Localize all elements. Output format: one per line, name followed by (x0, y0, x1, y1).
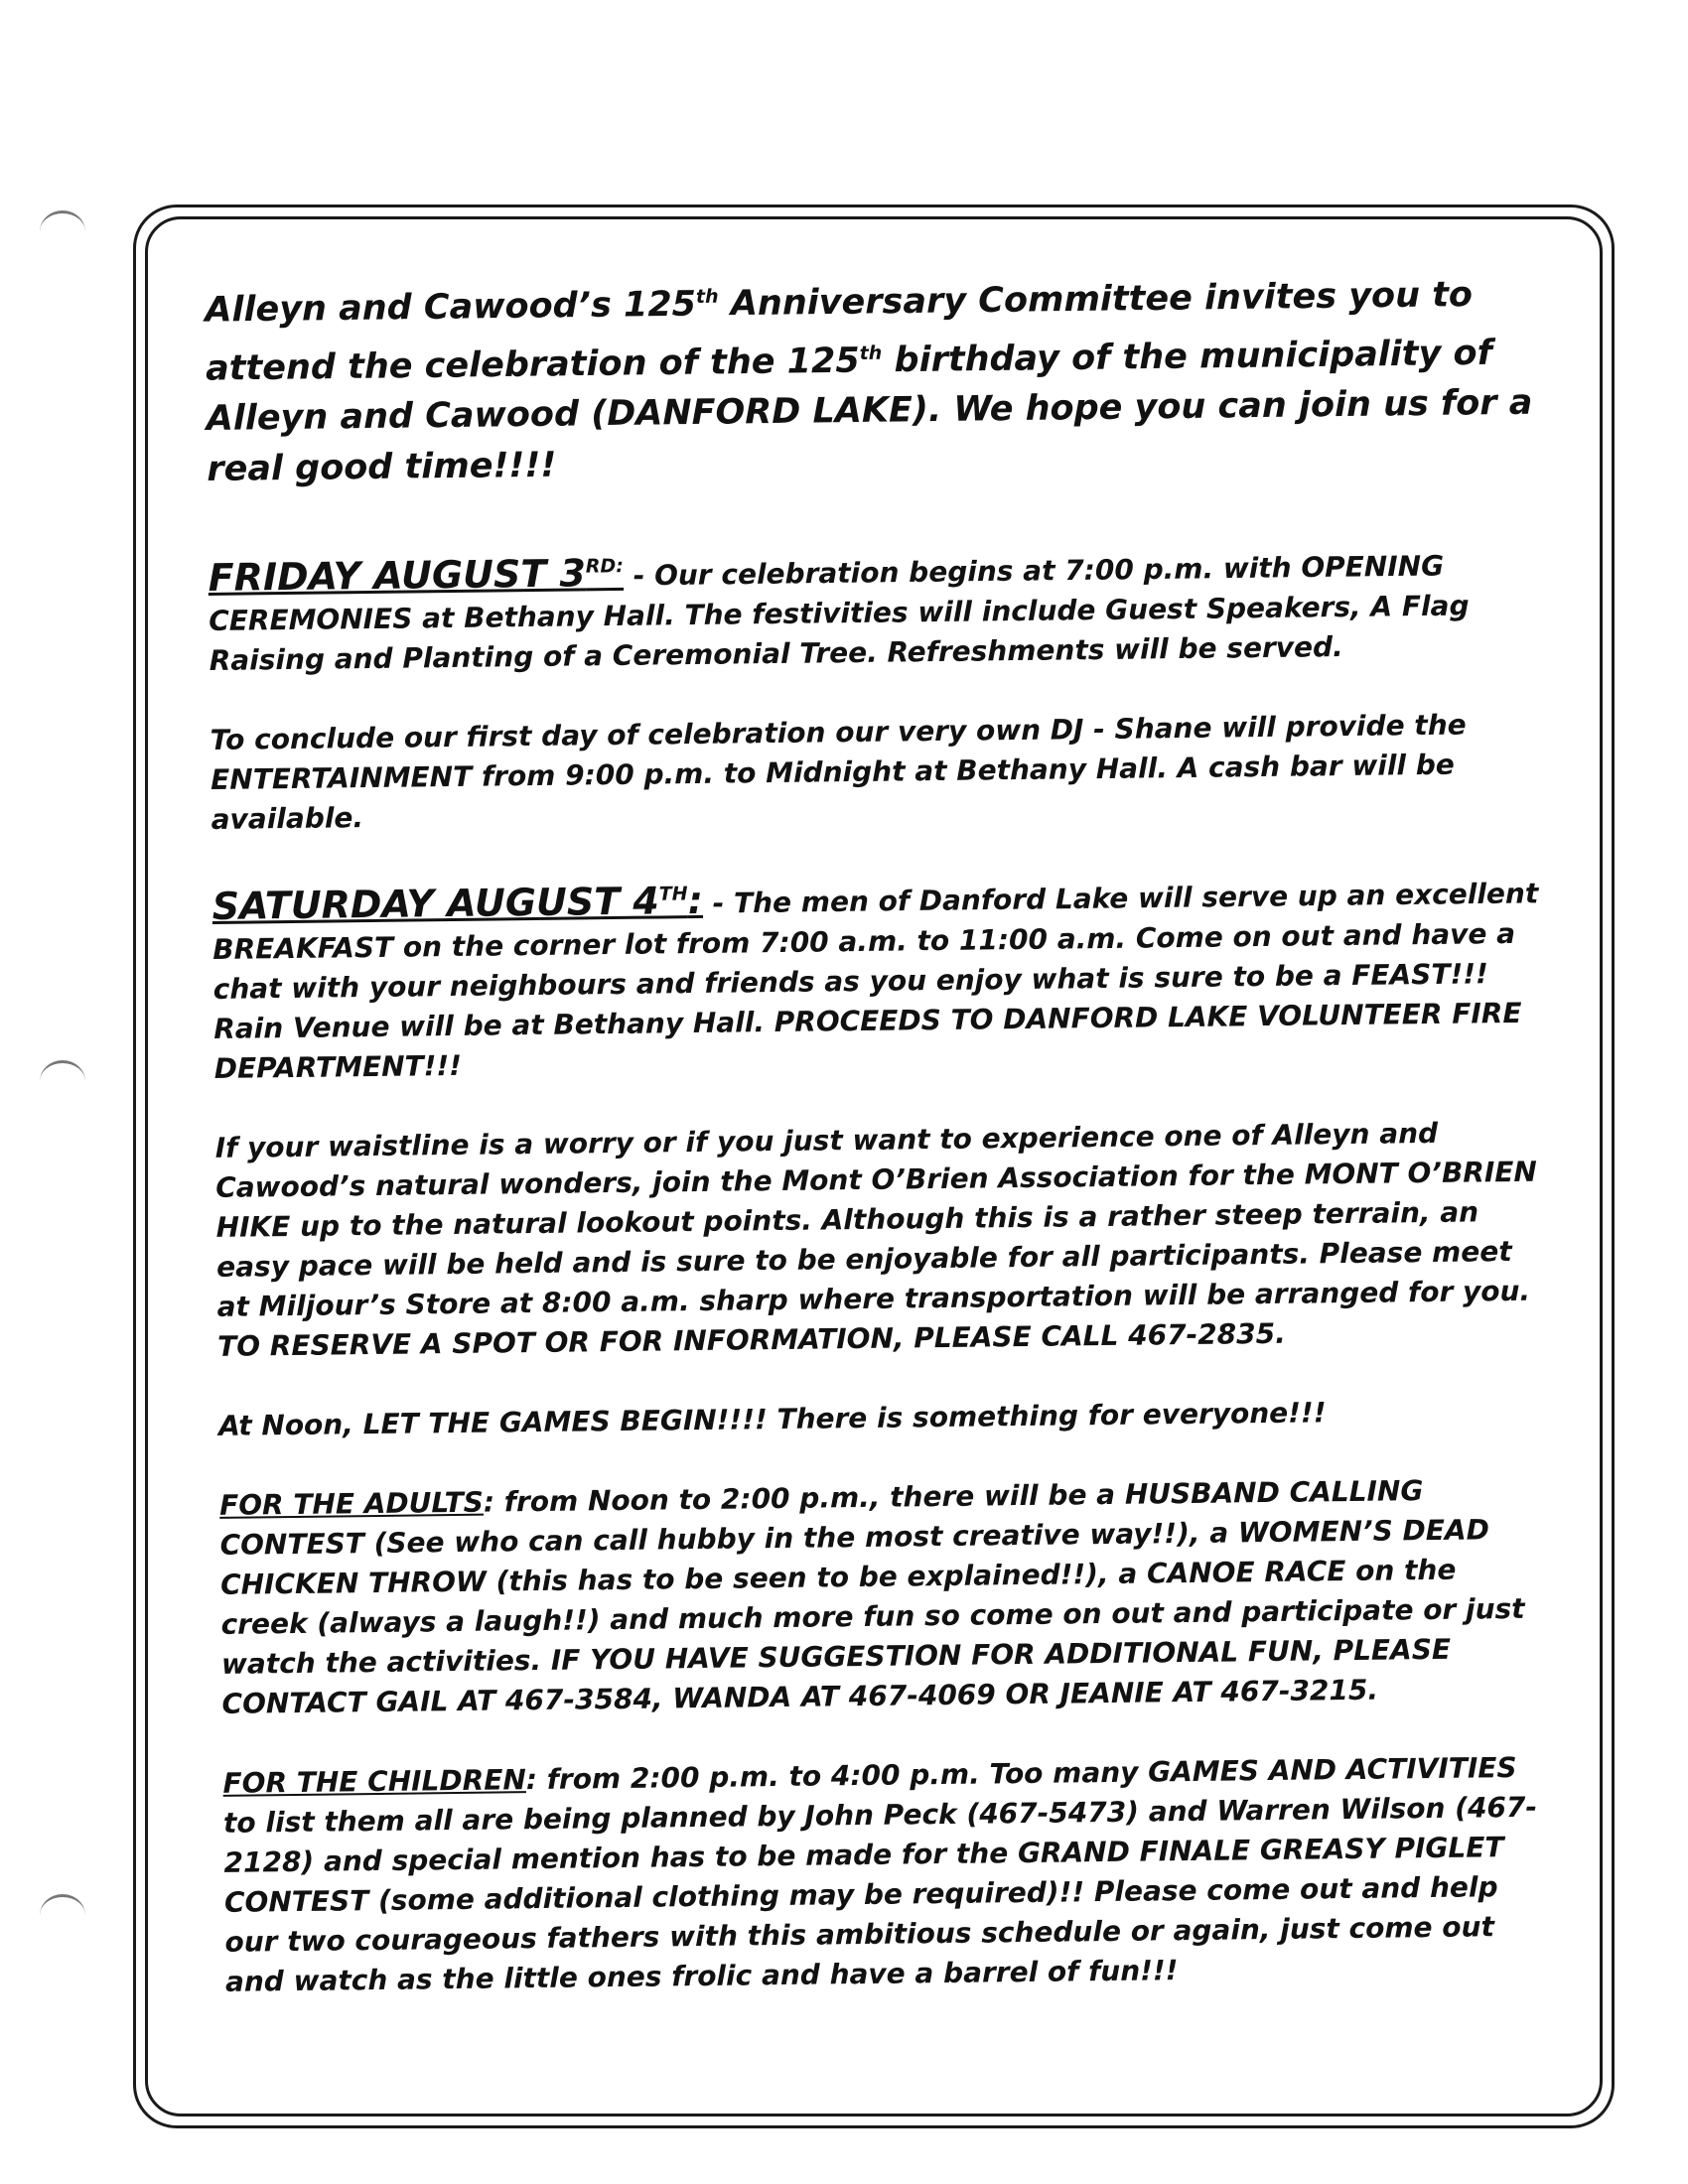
intro-text-1: Alleyn and Cawood’s 125 (205, 284, 697, 331)
saturday-text: - The men of Danford Lake will serve up an excellent BREAKFAST on the corner lot from 7:00 a.m. to 11:00 a.m. Come on out and have a chat with your neighbours and friends as you enjoy what is sure to be a FEAST!!! Rain Venue will be at Bethany Hall. PROCEEDS TO DANFORD LAKE VOLUNTEER FIRE DEPARTMENT!!! (212, 877, 1539, 1085)
adults-section (219, 1469, 1553, 1723)
flyer-content (205, 262, 1557, 2042)
adults-text: : from Noon to 2:00 p.m., there will be a HUSBAND CALLING CONTEST (See who can call hubby in the most creative way!!), a WOMEN’S DEAD CHICKEN THROW (this has to be seen to be explained!!), a CANOE RACE on the creek (always a laugh!!) and much more fun so come on out and participate or just watch the activities. IF YOU HAVE SUGGESTION FOR ADDITIONAL FUN, PLEASE CONTACT GAIL AT 467-3584, WANDA AT 467-4069 OR JEANIE AT 467-3215. (219, 1473, 1525, 1720)
punch-hole-top (40, 210, 85, 253)
noon-paragraph: At Noon, LET THE GAMES BEGIN!!!! There is something for everyone!!! (217, 1395, 1327, 1442)
friday-text: - Our celebration begins at 7:00 p.m. with OPENING CEREMONIES at Bethany Hall. The festivities will include Guest Speakers, A Flag Raising and Planting of a Ceremonial Tree. Refreshments will be served. (209, 549, 1470, 677)
punch-hole-middle (40, 1060, 85, 1103)
invitation-intro (205, 262, 1538, 496)
saturday-heading: SATURDAY AUGUST 4TH: (211, 878, 704, 928)
punch-hole-bottom (40, 1894, 85, 1937)
adults-label: FOR THE ADULTS (218, 1485, 485, 1522)
intro-text-3: birthday of the municipality of Alleyn and Cawood (DANFORD LAKE). We hope you can join us for a real good time!!!! (206, 333, 1533, 490)
friday-evening: To conclude our first day of celebration our very own DJ - Shane will provide the ENTERTAINMENT from 9:00 p.m. to Midnight at Bethany Hall. A cash bar will be available. (210, 708, 1467, 836)
saturday-section (211, 864, 1544, 1089)
friday-heading: FRIDAY AUGUST $3^{RD:}$ (208, 551, 624, 600)
children-section (222, 1747, 1556, 2001)
friday-section (208, 535, 1539, 681)
children-label: FOR THE CHILDREN (222, 1762, 526, 1800)
intro-sup-1: th (695, 285, 719, 308)
intro-sup-2: th (859, 341, 883, 364)
children-text: : from 2:00 p.m. to 4:00 p.m. Too many GAMES AND ACTIVITIES to list them all are being planned by John Peck (467-5473) and Warren Wilson (467-2128) and special mention has to be made for the GRAND FINALE GREASY PIGLET CONTEST (some additional clothing may be required)!! Please come out and help our two courageous fathers with this ambitious schedule or again, just come out and watch as the little ones frolic and have a barrel of fun!!! (222, 1750, 1538, 1998)
intro-text-2: Anniversary Committee invites you to attend the celebration of the 125 (205, 275, 1474, 389)
hike-paragraph: If your waistline is a worry or if you just want to experience one of Alleyn and Cawood’s natural wonders, join the Mont O’Brien Association for the MONT O’BRIEN HIKE up to the natural lookout points. Although this is a rather steep terrain, an easy pace will be held and is sure to be enjoyable for all participants. Please meet at Miljour’s Store at 8:00 a.m. sharp where transportation will be arranged for you. TO RESERVE A SPOT OR FOR INFORMATION, PLEASE CALL 467-2835. (214, 1116, 1538, 1363)
